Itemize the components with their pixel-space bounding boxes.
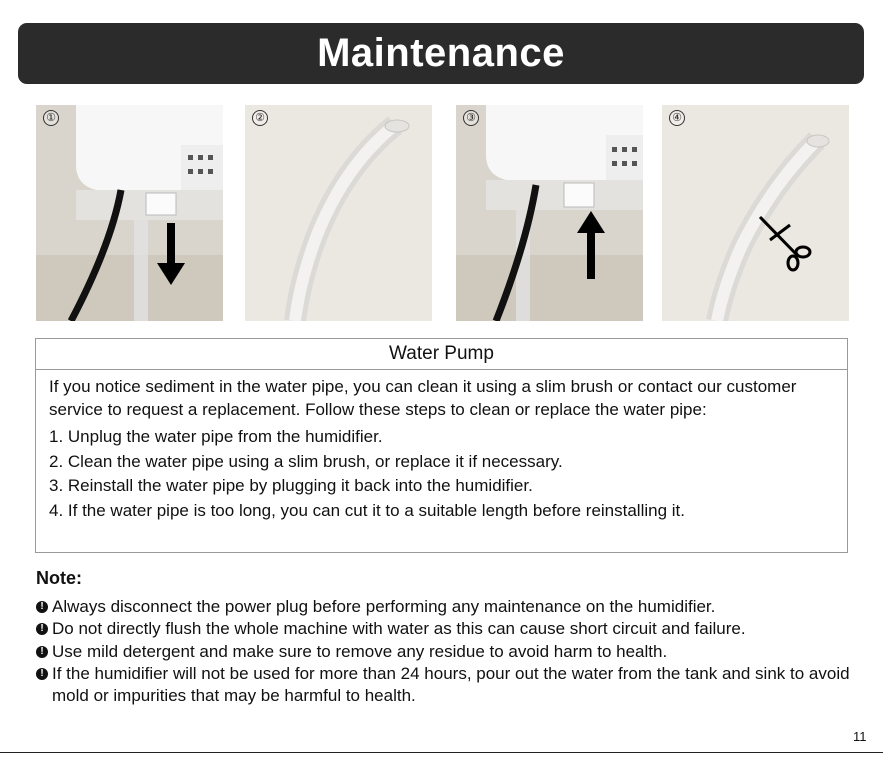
photo-step-3-illustration — [456, 105, 643, 321]
step-number-3: ③ — [463, 110, 479, 126]
water-pump-step: 4. If the water pipe is too long, you can cut it to a suitable length before reinstalling it. — [49, 500, 685, 520]
note-item — [36, 618, 866, 640]
footer-divider — [0, 752, 883, 753]
page-title: Maintenance — [317, 31, 565, 75]
note-text: Do not directly flush the whole machine with water as this can cause short circuit and failure. — [52, 619, 746, 639]
exclamation-icon: ! — [36, 601, 48, 613]
photo-step-3 — [456, 105, 643, 321]
water-pump-step: 2. Clean the water pipe using a slim brush, or replace it if necessary. — [49, 451, 563, 471]
note-text: Use mild detergent and make sure to remove any residue to avoid harm to health. — [52, 641, 668, 661]
water-pump-step: 1. Unplug the water pipe from the humidifier. — [49, 427, 383, 446]
page-number: 11 — [853, 729, 867, 744]
page-header — [18, 23, 864, 84]
photo-step-2 — [245, 105, 432, 321]
note-item — [36, 663, 866, 708]
note-text: Always disconnect the power plug before performing any maintenance on the humidifier. — [52, 597, 716, 616]
note-title: Note: — [36, 568, 82, 588]
photo-step-1-illustration — [36, 105, 223, 321]
exclamation-icon: ! — [36, 646, 48, 658]
step-number-2: ② — [252, 110, 268, 126]
note-item — [36, 596, 866, 618]
note-text: If the humidifier will not be used for more than 24 hours, pour out the water from the tank and sink to avoid mold or impurities that may be harmful to health. — [52, 663, 850, 706]
water-pump-step: 3. Reinstall the water pipe by plugging it back into the humidifier. — [49, 476, 533, 495]
note-list — [36, 596, 866, 707]
water-pump-body — [36, 370, 847, 523]
exclamation-icon: ! — [36, 623, 48, 635]
note-item — [36, 641, 866, 663]
water-pump-title: Water Pump — [36, 339, 847, 370]
photo-step-4 — [662, 105, 849, 321]
step-number-4: ④ — [669, 110, 685, 126]
water-pump-section — [35, 338, 848, 553]
photo-step-1 — [36, 105, 223, 321]
exclamation-icon: ! — [36, 668, 48, 680]
water-pump-intro: If you notice sediment in the water pipe, you can clean it using a slim brush or contact our customer service to request a replacement. Follow these steps to clean or replace the water pipe: — [49, 377, 797, 419]
step-number-1: ① — [43, 110, 59, 126]
photo-step-4-illustration — [662, 105, 849, 321]
photo-step-2-illustration — [245, 105, 432, 321]
